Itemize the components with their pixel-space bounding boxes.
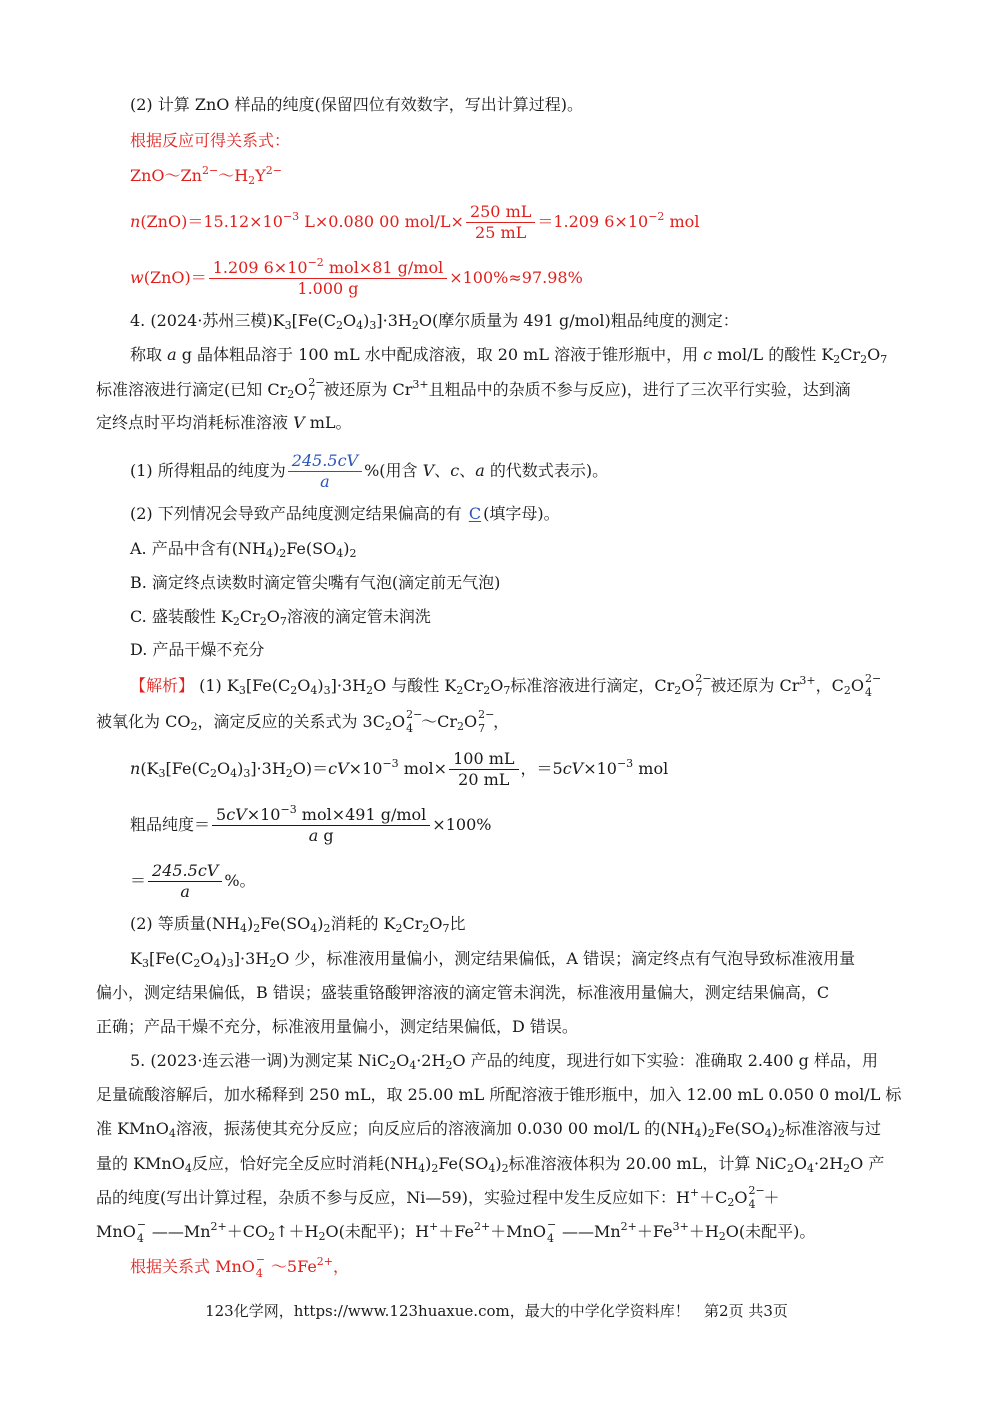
fraction-purity-answer: $\frac{245.5cV}{a}$ (288, 451, 362, 492)
analysis-line5: ＝ $\frac{245.5cV}{a}$ %。 (130, 861, 256, 901)
analysis-line9: 正确；产品干燥不充分，标准液用量偏小，测定结果偏低，D 错误。 (96, 1017, 578, 1036)
q3-part2: (2) 计算 ZnO 样品的纯度(保留四位有效数字，写出计算过程)。 (130, 95, 583, 114)
q4-part2: (2) 下列情况会导致产品纯度测定结果偏高的有 C (填字母)。 (130, 504, 560, 523)
analysis-line4: 粗品纯度＝ $\frac{5cV\times 10^{-3} mol\times 491 g/mol}{\text{a g}}$ ×100% (130, 803, 492, 845)
fraction-250-25: $\frac{250 mL}{25 mL}$ (466, 202, 535, 243)
analysis-line1: 【解析】 (1) $K_3[Fe(C_2O_4)_3]\cdot 3H_2O$ 与酸性 $K_2Cr_2O_7$标准溶液进行滴定，$Cr_2O$ 2− 7 被还原为 $Cr^{3+}$，$C_2O$ 2− 4 (130, 672, 882, 699)
analysis-line8: 偏小，测定结果偏低，B 错误；盛装重铬酸钾溶液的滴定管未润洗，标准液用量偏大，测定结果偏高，C (96, 983, 830, 1002)
q4-part2-answer: C (468, 504, 482, 523)
q3-answer-intro: 根据反应可得关系式： (130, 131, 291, 150)
fraction-100-20: $\frac{100 mL}{20 mL}$ (449, 749, 518, 790)
q5-line6: MnO − 4 $——Mn^{2+}+CO_2↑+H_2O$(未配平)；$H^++Fe^{2+}+MnO$ − 4 $——Mn^{2+}+Fe^{3+}+H_2O$(未配平)。 (96, 1218, 816, 1245)
analysis-line2: 被氧化为 $CO_2$，滴定反应的关系式为 $3C_2O$ 2− 4 $\sim Cr_2O$ 2− 7 ， (96, 708, 510, 735)
q5-line3: 准 KMnO$_4$溶液，振荡使其充分反应；向反应后的溶液滴加 0.030 00 mol/L 的$(NH_4)_2Fe(SO_4)_2$标准溶液与过 (96, 1119, 882, 1140)
q3-relation: $ZnO\sim Zn^{2-}\sim H_2Y^{2-}$ (130, 164, 282, 187)
page-footer (0, 1300, 993, 1321)
fraction-w-zno: $\frac{1.209 6\times 10^{-2} mol\times 81 g/mol}{1.000 g}$ (209, 258, 447, 299)
analysis-tag: 【解析】 (130, 676, 195, 695)
fraction-purity: $\frac{5cV\times 10^{-3} mol\times 491 g/mol}{\text{a g}}$ (212, 805, 430, 846)
footer-page-number: 第2页 共3页 (704, 1302, 788, 1320)
fraction-result: $\frac{245.5cV}{a}$ (148, 861, 222, 902)
q3-n-zno-equation: $n(ZnO)=15.12\times 10^{-3}$ L×0.080 00 mol/L× $\frac{250 mL}{25 mL}$ ＝1.209 $6\times 10^{-2}$ mol (130, 202, 700, 242)
q4-part1: (1) 所得粗品的纯度为 $\frac{245.5cV}{a}$ %(用含 V、c、a 的代数式表示)。 (130, 451, 609, 491)
analysis-line6: (2) 等质量$(NH_4)_2Fe(SO_4)_2$消耗的 $K_2Cr_2O_7$比 (130, 914, 466, 935)
q4-para-line3: 定终点时平均消耗标准溶液 V mL。 (96, 413, 352, 432)
analysis-line3: $n(K_3[Fe(C_2O_4)_3]\cdot 3H_2O)=cV\times 10^{-3}$ mol× $\frac{100 mL}{20 mL}$ ，$=5cV\times 10^{-3}$ mol (130, 749, 669, 789)
q4-para-line2: 标准溶液进行滴定(已知 $Cr_2O$ 2− 7 被还原为 $Cr^{3+}$且粗品中的杂质不参与反应)，进行了三次平行实验，达到滴 (96, 376, 851, 403)
q4-option-b: B. 滴定终点读数时滴定管尖嘴有气泡(滴定前无气泡) (130, 573, 501, 592)
q5-line4: 量的 KMnO$_4$反应，恰好完全反应时消耗$(NH_4)_2Fe(SO_4)_2$标准溶液体积为 20.00 mL，计算 $NiC_2O_4\cdot 2H_2O$ 产 (96, 1154, 885, 1175)
q4-para-line1: 称取 a g 晶体粗品溶于 100 mL 水中配成溶液，取 20 mL 溶液于锥形瓶中，用 c mol/L 的酸性 $K_2Cr_2O_7$ (130, 345, 888, 366)
analysis-line7: $K_3[Fe(C_2O_4)_3]\cdot 3H_2O$ 少，标准液用量偏小，测定结果偏低，A 错误；滴定终点有气泡导致标准液用量 (130, 949, 856, 970)
footer-text: 123化学网，https://www.123huaxue.com，最大的中学化学资料库！ (205, 1302, 690, 1320)
q4-option-d: D. 产品干燥不充分 (130, 640, 265, 659)
q5-line5: 品的纯度(写出计算过程，杂质不参与反应，Ni—59)，实验过程中发生反应如下：$H^++C_2O$ 2− 4 ＋ (96, 1184, 780, 1211)
q5-line1: 5. (2023·连云港一调)为测定某 $NiC_2O_4\cdot 2H_2O$ 产品的纯度，现进行如下实验：准确取 2.400 g 样品，用 (130, 1051, 878, 1072)
q4-title: 4. (2024·苏州三模)$K_3[Fe(C_2O_4)_3]\cdot 3H_2O$(摩尔质量为 491 g/mol)粗品纯度的测定： (130, 311, 739, 332)
q4-option-a: A. 产品中含有$(NH_4)_2Fe(SO_4)_2$ (130, 539, 357, 560)
q4-option-c: C. 盛装酸性 $K_2Cr_2O_7$溶液的滴定管未润洗 (130, 607, 431, 628)
q5-line2: 足量硫酸溶解后，加水稀释到 250 mL，取 25.00 mL 所配溶液于锥形瓶中，加入 12.00 mL 0.050 0 mol/L 标 (96, 1085, 902, 1104)
q3-w-zno-equation: w(ZnO)＝ $\frac{1.209 6\times 10^{-2} mol\times 81 g/mol}{1.000 g}$ ×100%≈97.98% (130, 256, 583, 298)
q5-answer: 根据关系式 MnO − 4 $\sim 5Fe^{2+}$， (130, 1253, 350, 1280)
